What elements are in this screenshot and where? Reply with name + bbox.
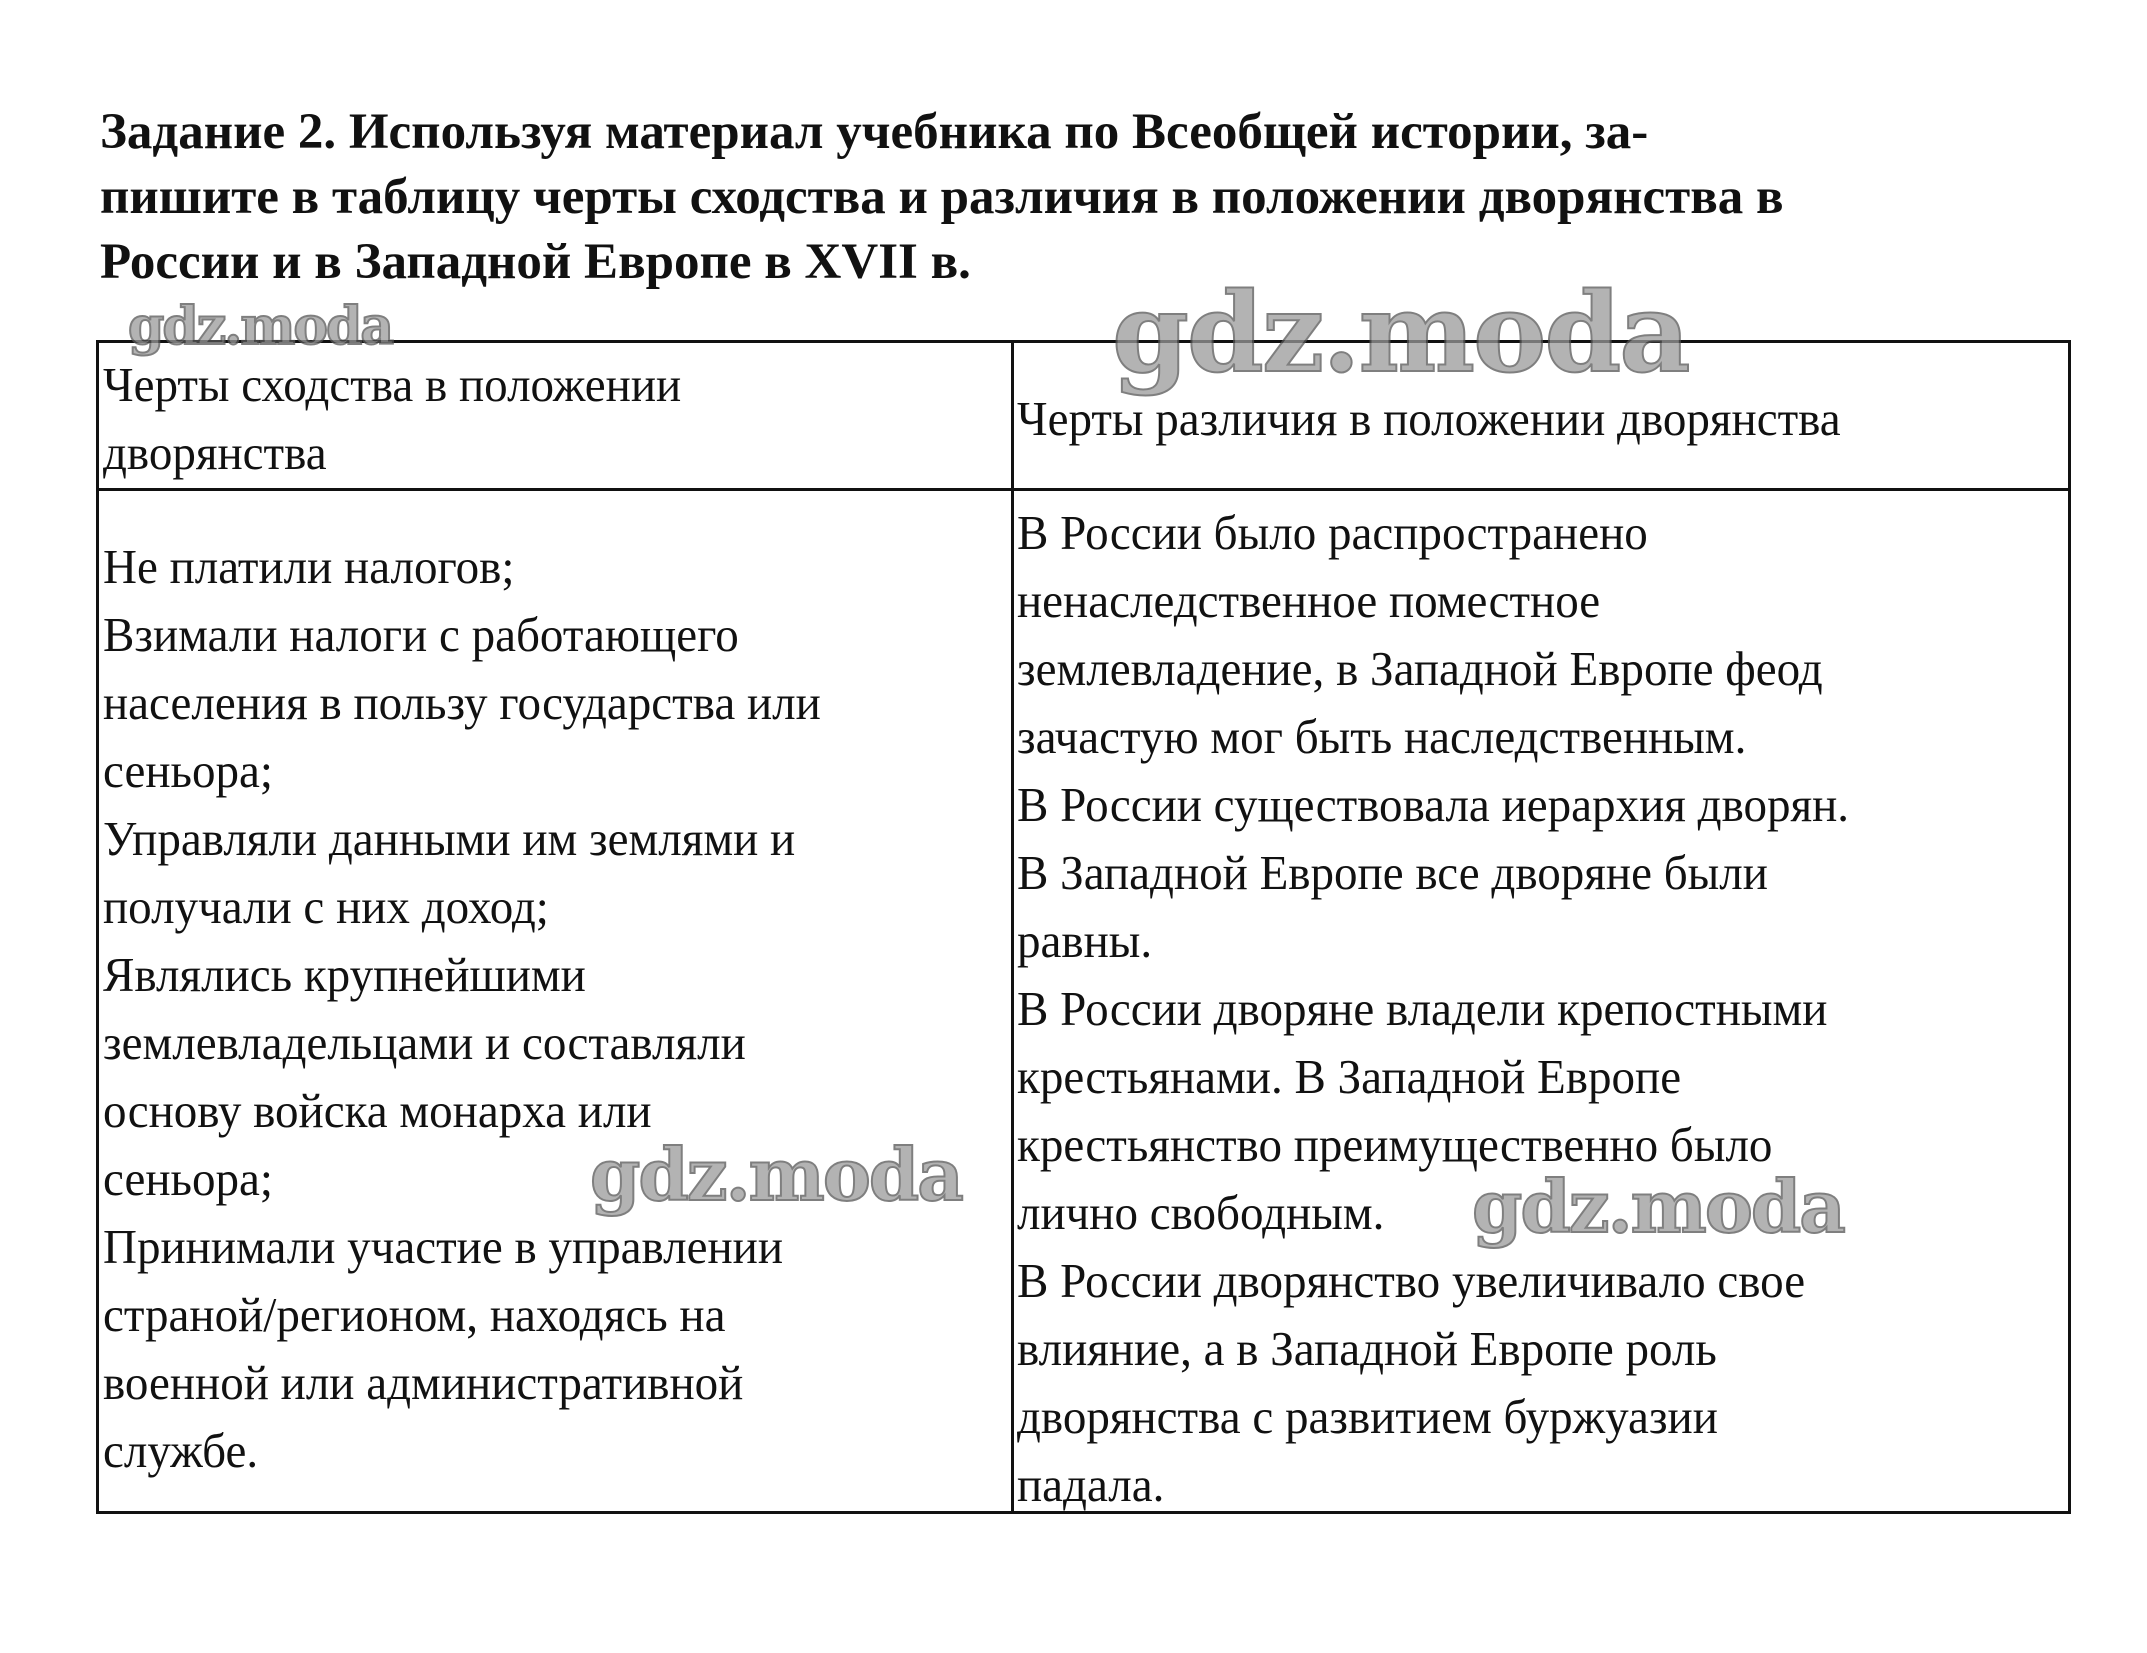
- cell-line: Управляли данными им землями и: [103, 811, 796, 866]
- cell-line: Являлись крупнейшими: [103, 947, 586, 1002]
- column-divider: [1011, 343, 1014, 1511]
- cell-line: В России дворянство увеличивало свое: [1017, 1253, 1806, 1308]
- header-similarities: [103, 351, 681, 487]
- cell-line: лично свободным.: [1017, 1185, 1385, 1240]
- cell-line: дворянства с развитием буржуазии: [1017, 1389, 1718, 1444]
- cell-line: В России было распространено: [1017, 505, 1648, 560]
- header-line: Черты сходства в положении: [103, 357, 682, 412]
- header-line: Черты различия в положении дворянства: [1017, 391, 1841, 446]
- title-line: России и в Западной Европе в XVII в.: [100, 234, 971, 290]
- cell-line: Принимали участие в управлении: [103, 1219, 783, 1274]
- title-line: Задание 2. Используя материал учебника по Всеобщей истории, за-: [100, 104, 1649, 160]
- watermark: gdz.moda: [128, 296, 393, 357]
- watermark: gdz.moda: [1472, 1164, 1844, 1249]
- cell-line: крестьянами. В Западной Европе: [1017, 1049, 1682, 1104]
- header-line: дворянства: [103, 425, 327, 480]
- cell-line: В России дворяне владели крепостными: [1017, 981, 1828, 1036]
- cell-line: В Западной Европе все дворяне были: [1017, 845, 1768, 900]
- cell-line: ненаследственное поместное: [1017, 573, 1601, 628]
- cell-line: землевладельцами и составляли: [103, 1015, 746, 1070]
- cell-line: службе.: [103, 1423, 259, 1478]
- title-line: пишите в таблицу черты сходства и различия в положении дворянства в: [100, 169, 1784, 225]
- cell-line: страной/регионом, находясь на: [103, 1287, 726, 1342]
- cell-line: равны.: [1017, 913, 1153, 968]
- watermark: gdz.moda: [1112, 268, 1689, 397]
- watermark: gdz.moda: [590, 1132, 962, 1217]
- cell-line: Взимали налоги с работающего: [103, 607, 739, 662]
- cell-line: влияние, а в Западной Европе роль: [1017, 1321, 1717, 1376]
- cell-line: крестьянство преимущественно было: [1017, 1117, 1773, 1172]
- cell-line: сеньора;: [103, 1151, 273, 1206]
- cell-line: получали с них доход;: [103, 879, 549, 934]
- cell-line: военной или административной: [103, 1355, 744, 1410]
- cell-line: В России существовала иерархия дворян.: [1017, 777, 1850, 832]
- differences-cell: [1017, 499, 1849, 1519]
- cell-line: землевладение, в Западной Европе феод: [1017, 641, 1823, 696]
- similarities-cell: [103, 533, 821, 1485]
- cell-line: зачастую мог быть наследственным.: [1017, 709, 1747, 764]
- cell-line: основу войска монарха или: [103, 1083, 652, 1138]
- cell-line: Не платили налогов;: [103, 539, 515, 594]
- cell-line: падала.: [1017, 1457, 1165, 1512]
- header-divider: [99, 488, 2068, 491]
- comparison-table: [96, 340, 2071, 1514]
- cell-line: населения в пользу государства или: [103, 675, 821, 730]
- task-title: [100, 100, 2100, 295]
- cell-line: сеньора;: [103, 743, 273, 798]
